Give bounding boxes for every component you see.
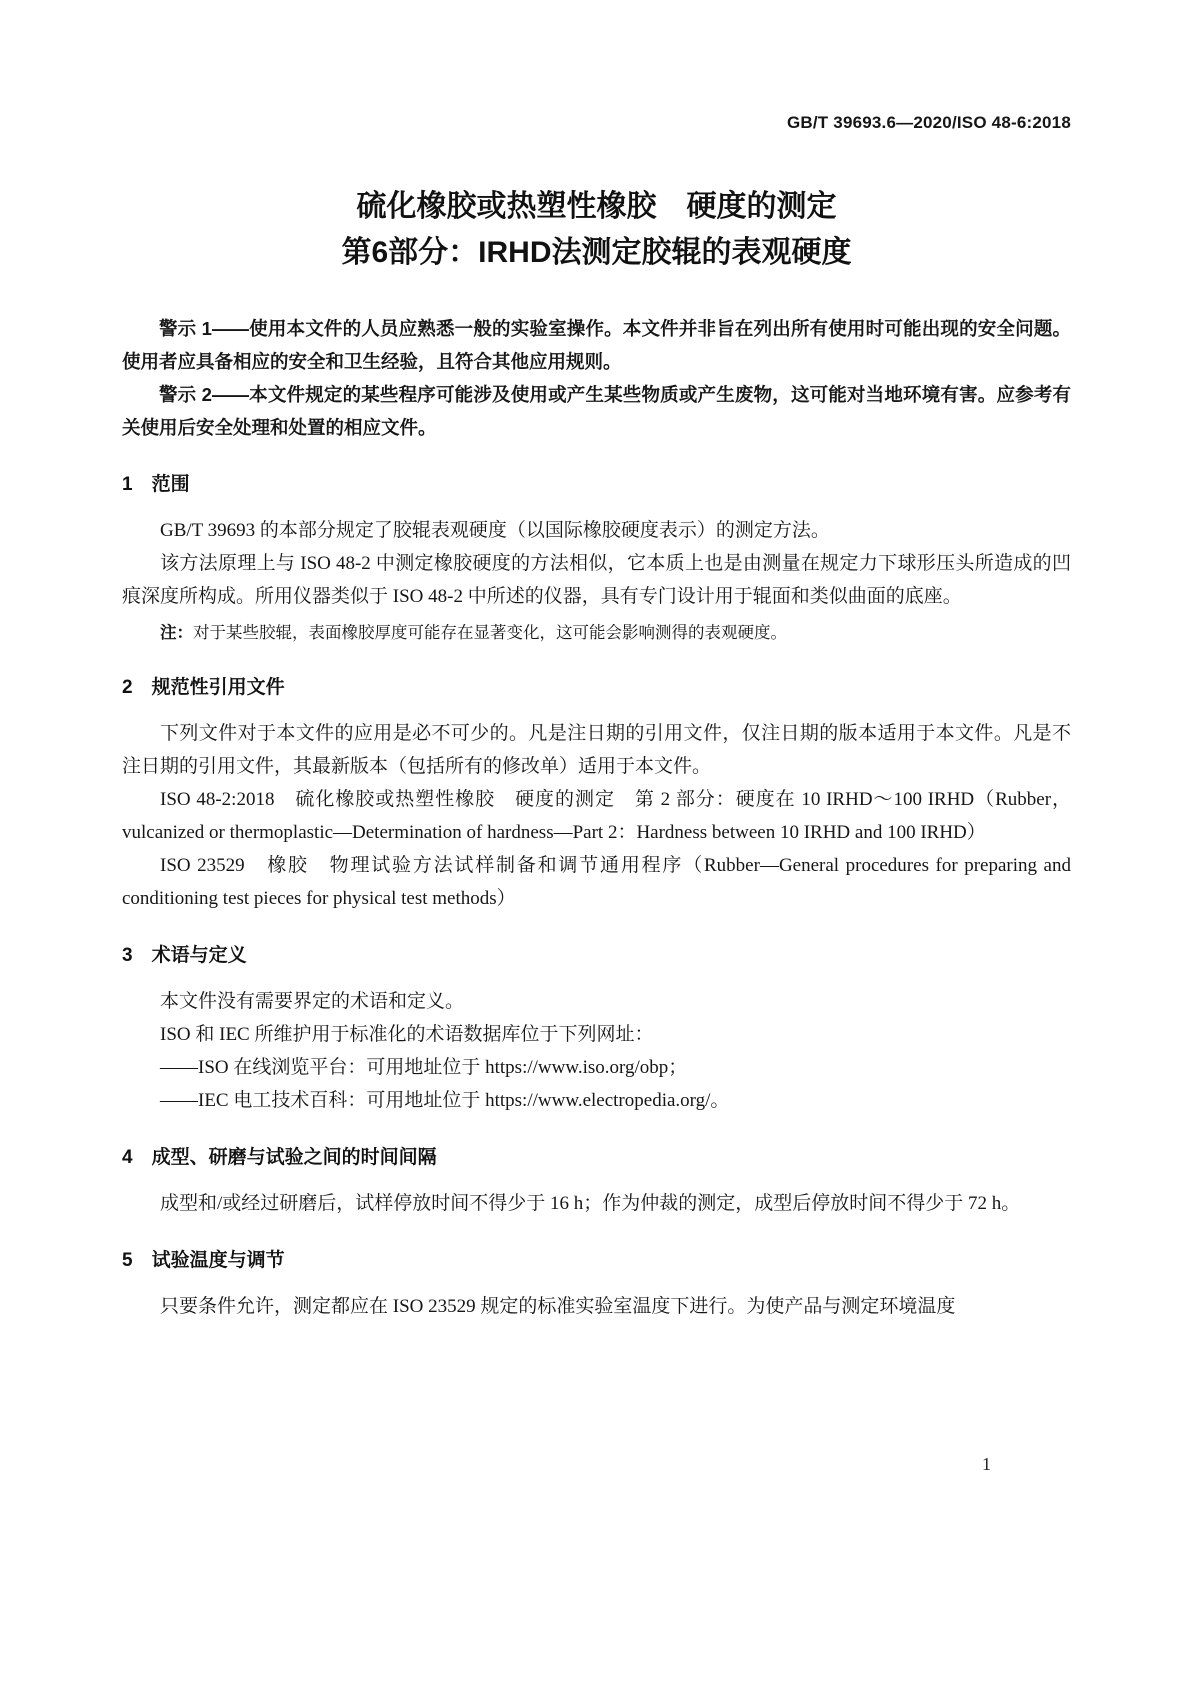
section-scope (122, 472, 1071, 647)
document-title (122, 184, 1071, 276)
paragraph: 只要条件允许，测定都应在 ISO 23529 规定的标准实验室温度下进行。为使产品与测定环境温度 (160, 1296, 956, 1317)
section-terms-definitions (122, 943, 1071, 1117)
paragraph: 该方法原理上与 ISO 48-2 中测定橡胶硬度的方法相似，它本质上也是由测量在规定力下球形压头所造成的凹痕深度所构成。所用仪器类似于 ISO 48-2 中所述的仪器，具有专门设计用于辊面和类似曲面的底座。 (122, 553, 1071, 607)
section-heading-test-temperature: 5 试验温度与调节 (122, 1250, 285, 1271)
section-time-interval (122, 1145, 1071, 1220)
paragraph: ISO 和 IEC 所维护用于标准化的术语数据库位于下列网址： (160, 1024, 654, 1045)
paragraph: 下列文件对于本文件的应用是必不可少的。凡是注日期的引用文件，仅注日期的版本适用于本文件。凡是不注日期的引用文件，其最新版本（包括所有的修改单）适用于本文件。 (122, 723, 1071, 777)
document-title-line-2: 第6部分：IRHD法测定胶辊的表观硬度 (341, 236, 852, 269)
section-heading-normative-references: 2 规范性引用文件 (122, 677, 285, 698)
section-heading-terms-definitions: 3 术语与定义 (122, 945, 247, 966)
reference-iso-23529: ISO 23529 橡胶 物理试验方法试样制备和调节通用程序（Rubber—General procedures for preparing and conditioning test pieces for physical test methods） (122, 855, 1071, 909)
list-item-iec-electropedia: ——IEC 电工技术百科：可用地址位于 https://www.electropedia.org/。 (160, 1090, 730, 1111)
list-item-iso-obp: ——ISO 在线浏览平台：可用地址位于 https://www.iso.org/obp； (160, 1057, 688, 1078)
warning-1: 警示 1——使用本文件的人员应熟悉一般的实验室操作。本文件并非旨在列出所有使用时可能出现的安全问题。使用者应具备相应的安全和卫生经验，且符合其他应用规则。 (122, 318, 1071, 372)
page-number: 1 (982, 1454, 991, 1474)
paragraph: 本文件没有需要界定的术语和定义。 (160, 991, 465, 1012)
reference-iso-48-2: ISO 48-2:2018 硫化橡胶或热塑性橡胶 硬度的测定 第 2 部分：硬度在 10 IRHD～100 IRHD（Rubber，vulcanized or thermoplastic—Determination of hardness—Part 2：Hardness between 10 IRHD and 100 IRHD） (122, 789, 1071, 843)
paragraph: 成型和/或经过研磨后，试样停放时间不得少于 16 h；作为仲裁的测定，成型后停放时间不得少于 72 h。 (160, 1193, 1021, 1214)
paragraph: GB/T 39693 的本部分规定了胶辊表观硬度（以国际橡胶硬度表示）的测定方法。 (160, 520, 830, 541)
section-normative-references (122, 675, 1071, 915)
note-label: 注： (159, 624, 193, 642)
document-title-line-1: 硫化橡胶或热塑性橡胶 硬度的测定 (356, 190, 837, 223)
standard-number-header: GB/T 39693.6—2020/ISO 48-6:2018 (786, 113, 1071, 132)
warning-2: 警示 2——本文件规定的某些程序可能涉及使用或产生某些物质或产生废物，这可能对当地环境有害。应参考有关使用后安全处理和处置的相应文件。 (122, 384, 1071, 438)
section-test-temperature (122, 1248, 1071, 1323)
warnings-block (122, 312, 1071, 444)
section-heading-scope: 1 范围 (122, 474, 190, 495)
note-text: 对于某些胶辊，表面橡胶厚度可能存在显著变化，这可能会影响测得的表观硬度。 (192, 623, 787, 642)
note (122, 619, 1071, 647)
section-heading-time-interval: 4 成型、研磨与试验之间的时间间隔 (122, 1147, 437, 1168)
